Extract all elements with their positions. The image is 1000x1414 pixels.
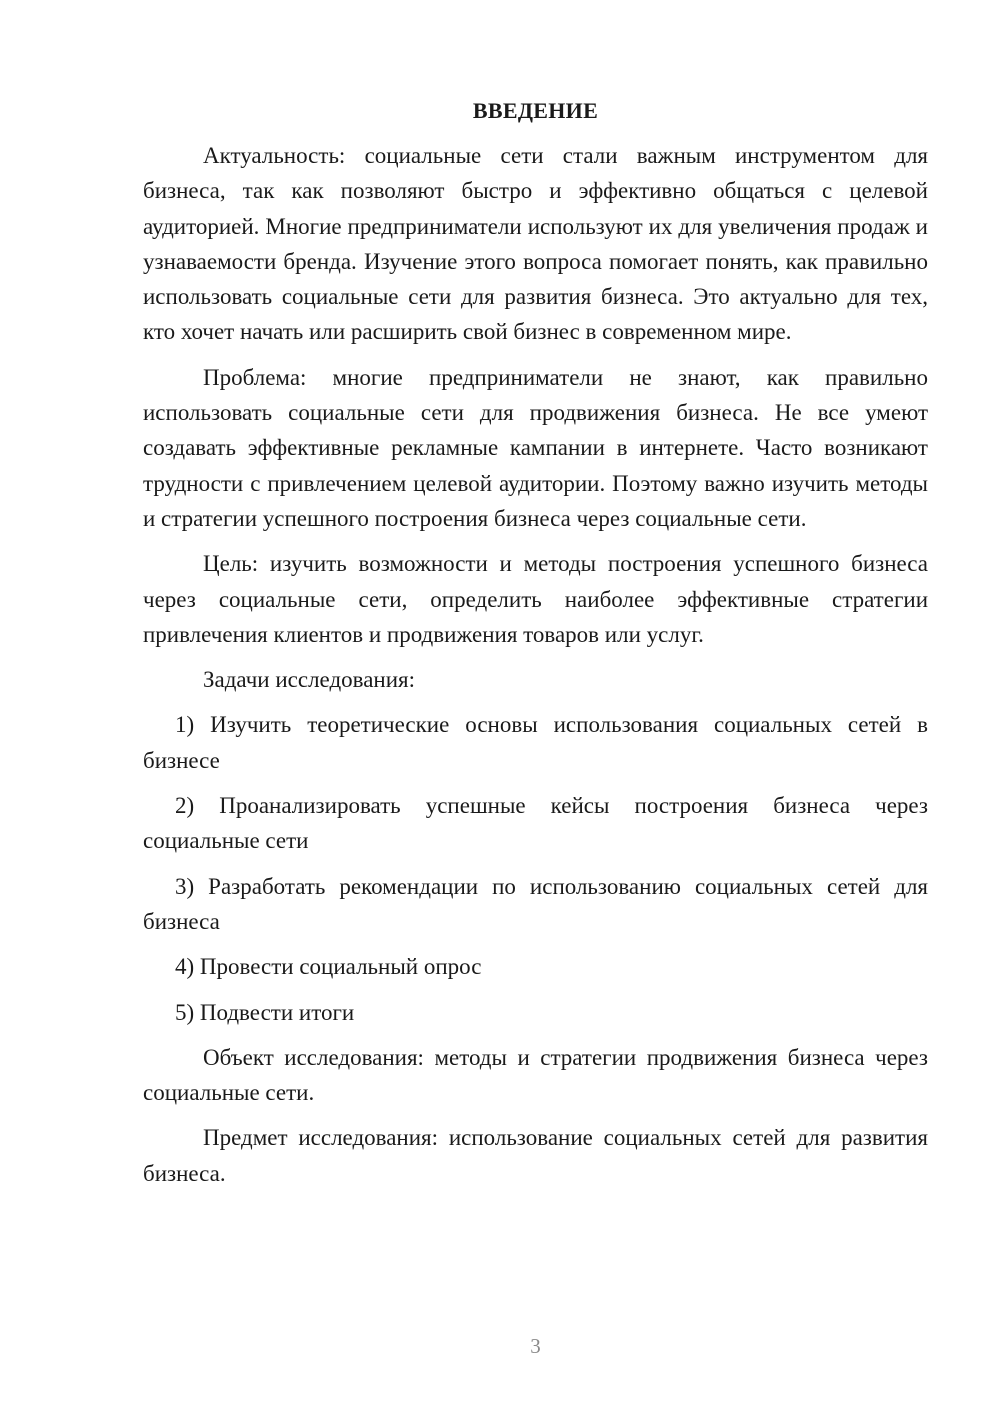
task-item: 2) Проанализировать успешные кейсы построения бизнеса через социальные сети [143,793,928,854]
paragraph-problem: Проблема: многие предприниматели не знают, как правильно использовать социальные сети для продвижения бизнеса. Не все умеют создавать эффективные рекламные кампании в интернете. Часто возникают трудности с привлечением целевой аудитории. Поэтому важно изучить методы и стратегии успешного построения бизнеса через социальные сети. [143,364,928,531]
task-item: 1) Изучить теоретические основы использования социальных сетей в бизнесе [143,712,928,773]
paragraph-goal: Цель: изучить возможности и методы построения успешного бизнеса через социальные сети, определить наиболее эффективные стратегии привлечения клиентов и продвижения товаров или услуг. [143,551,928,647]
section-heading: ВВЕДЕНИЕ [472,98,599,123]
tasks-title: Задачи исследования: [203,667,416,693]
task-item: 3) Разработать рекомендации по использованию социальных сетей для бизнеса [143,873,928,934]
page-number: 3 [530,1334,541,1358]
paragraph-object: Объект исследования: методы и стратегии продвижения бизнеса через социальные сети. [143,1044,928,1106]
paragraph-subject: Предмет исследования: использование социальных сетей для развития бизнеса. [143,1125,928,1186]
page-content [143,96,928,1191]
task-item: 5) Подвести итоги [175,999,355,1025]
paragraph-relevance: Актуальность: социальные сети стали важным инструментом для бизнеса, так как позволяют быстро и эффективно общаться с целевой аудиторией. Многие предприниматели используют их для увеличения продаж и узнаваемости бренда. Изучение этого вопроса помогает понять, как правильно использовать социальные сети для развития бизнеса. Это актуально для тех, кто хочет начать или расширить свой бизнес в современном мире. [143,143,928,345]
task-item: 4) Провести социальный опрос [175,954,482,980]
